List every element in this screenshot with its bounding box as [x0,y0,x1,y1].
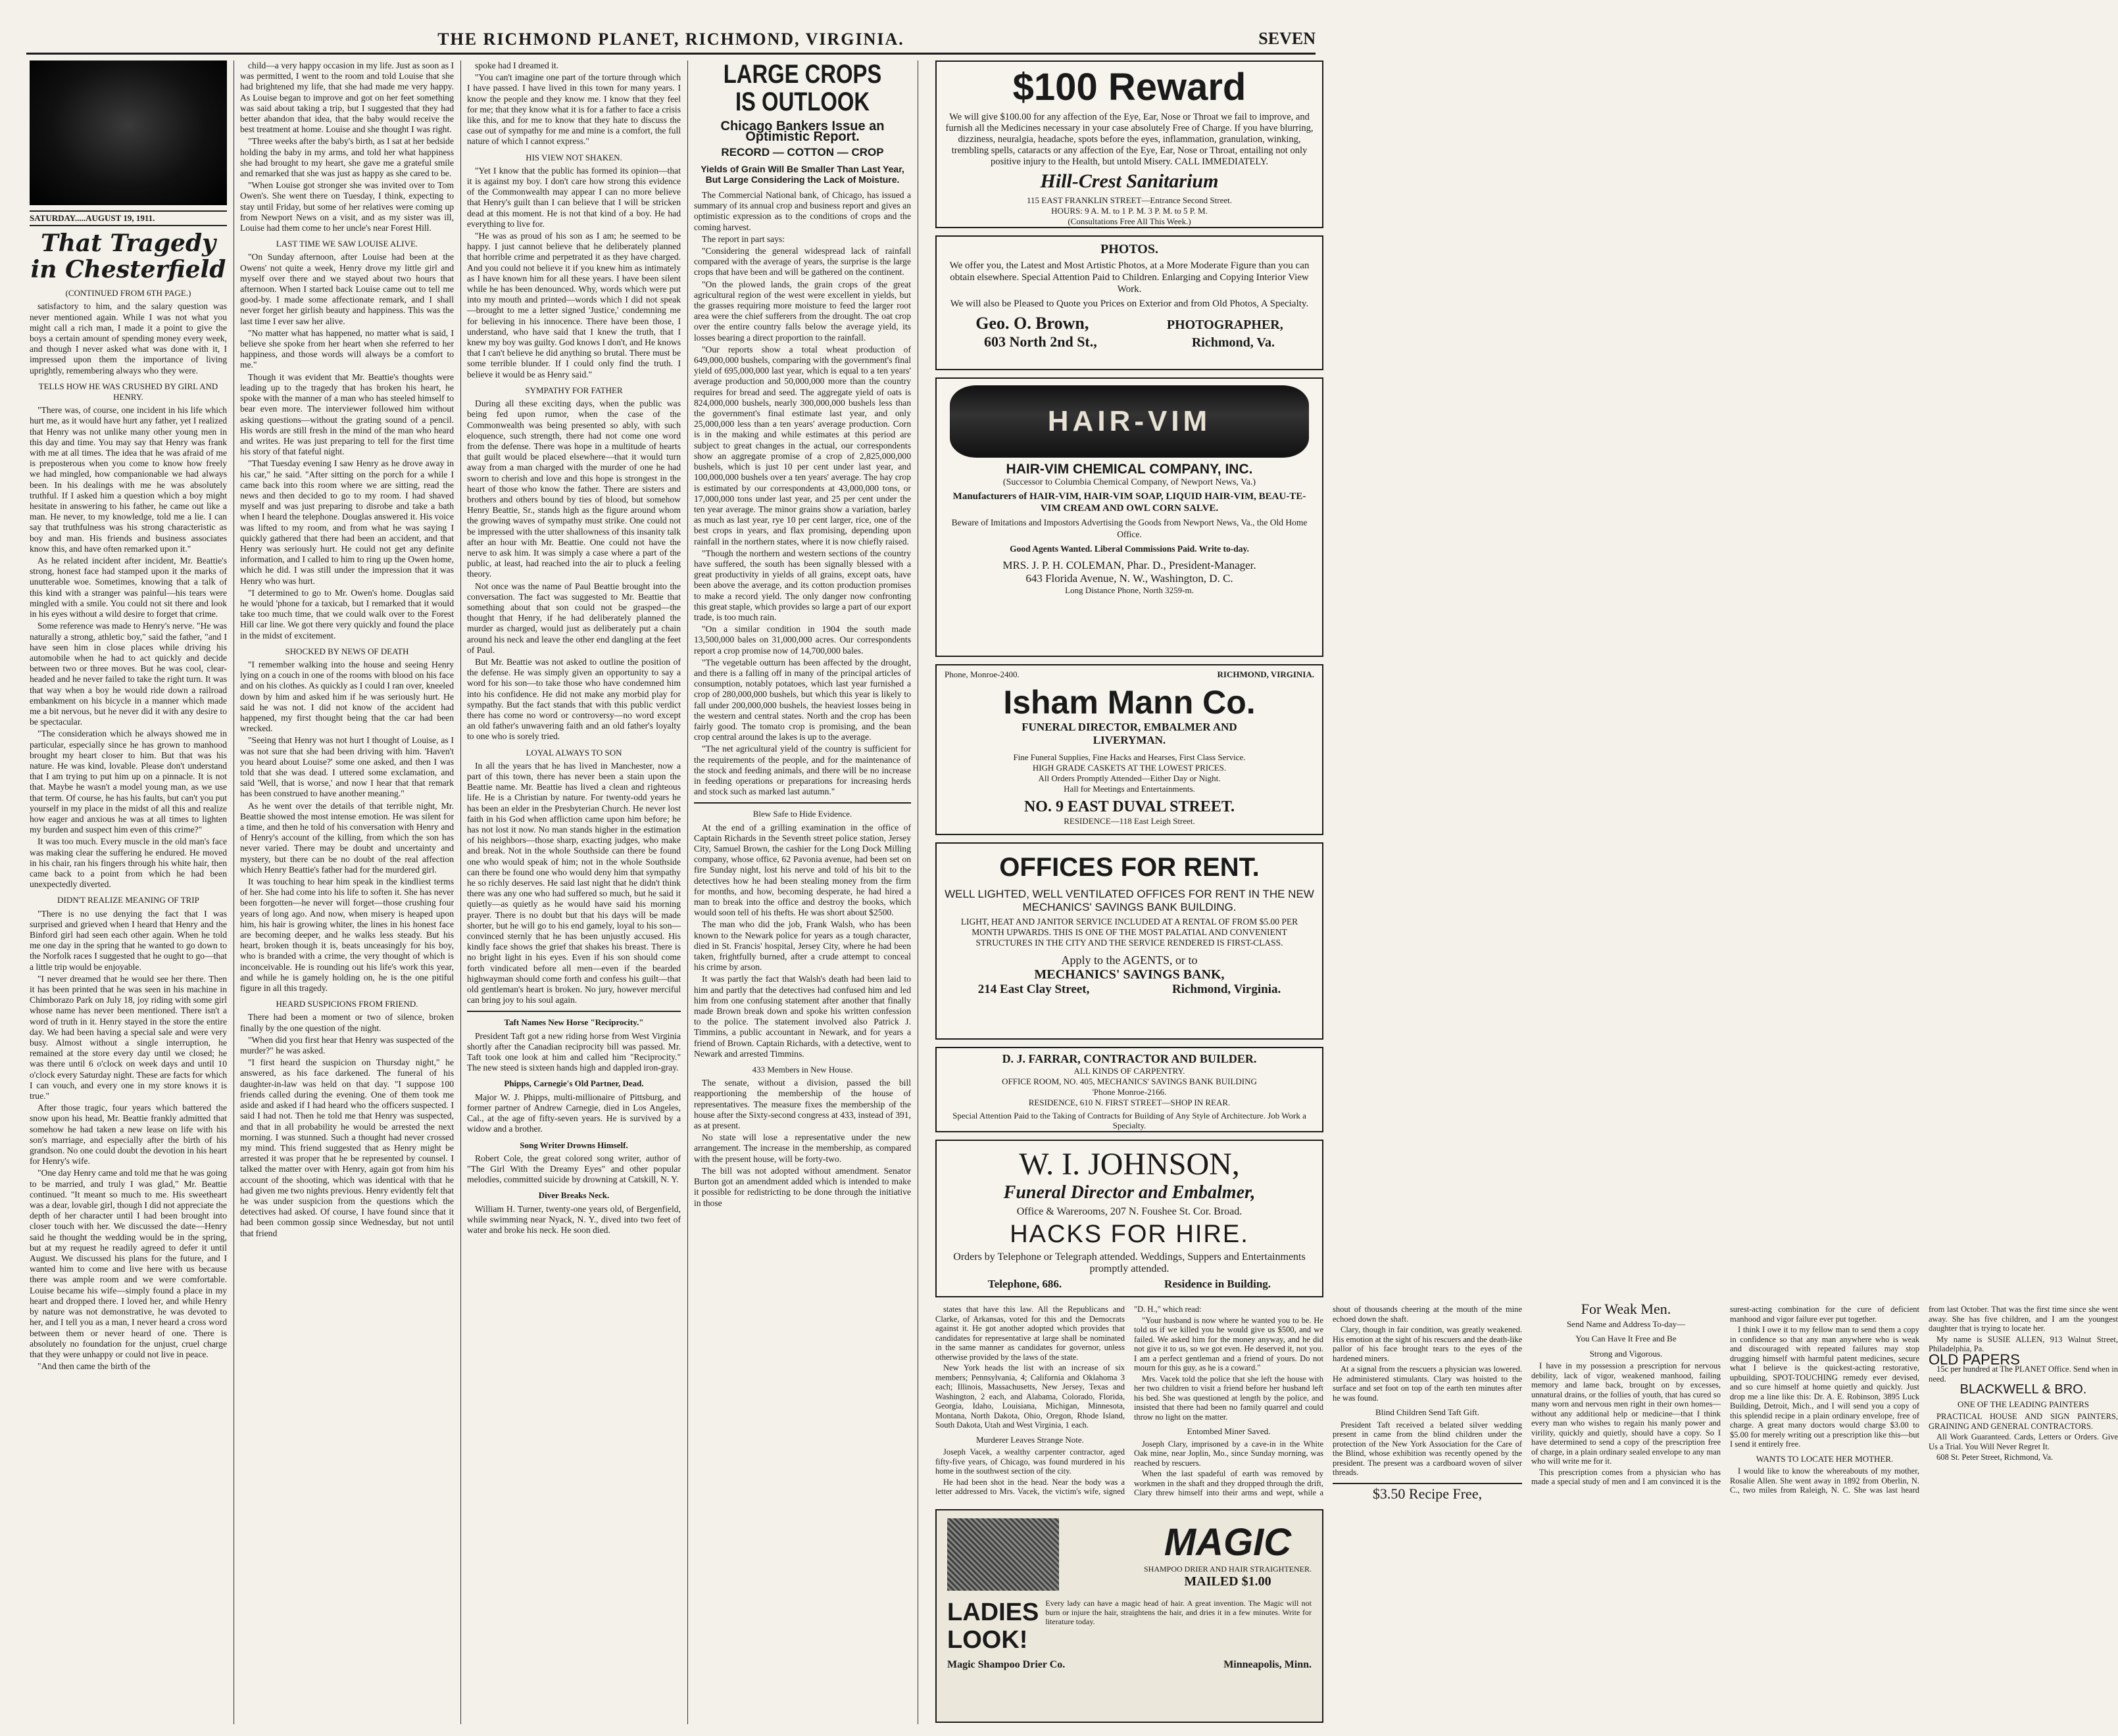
recipe-headline: $3.50 Recipe Free, [1372,1485,1483,1502]
paragraph: "Our reports show a total wheat production of 649,000,000 bushels, comparing with the government's final yield of 695,000,000 last year, which is equal to a ten years' average production and 50,000,000 more than the country requires for bread and seed. The aggregate yield of oats is 824,000,000 bushels, nearly 300,000,000 bushels less than the government's final estimate last year, and only 25,000,000 less than a ten years' average production. Corn is in the making and while estimates at this period are subject to great changes in the actual, our correspondents show an aggregate promise of a crop of 2,825,000,000 bushels, which is just 10 per cent under last year, and 100,000,000 bushels over a ten years' average. The hay crop is estimated by our correspondents at 43,000,000 tons, or 17,000,000 tons under last year, and 25 per cent under the ten year average. The minor grains show a variation, barley as much as last year, rye 10 per cent larger, rice, one of the best crops in years, and flax promising, depending upon rainfall in the northern states, where it is now chiefly raised. [694,344,911,546]
subhead: DIDN'T REALIZE MEANING OF TRIP [57,895,199,905]
isham-text: Fine Funeral Supplies, Fine Hacks and Hearses, First Class Service. [1013,752,1246,762]
paragraph: "I determined to go to Mr. Owen's home. Douglas said he would 'phone for a taxicab, but I remarked that it would take too much time, that we could walk over to the Forest Hill car line. We got there very quickly and found the place in the midst of excitement. [240,587,454,640]
portrait-photo [30,60,227,205]
brief-headline: Song Writer Drowns Himself. [520,1140,628,1150]
brief-headline: 433 Members in New House. [752,1065,853,1075]
farrar-sub: ALL KINDS OF CARPENTRY. [1073,1066,1185,1076]
ad-magic-shampoo [935,1509,1323,1723]
subhead: HEARD SUSPICIONS FROM FRIEND. [276,999,418,1009]
crops-deck: RECORD — COTTON — CROP [721,146,884,159]
paragraph: "On a similar condition in 1904 the south made 13,500,000 bales on 31,000,000 acres. Our correspondents report a crop promise now of 14,700,000 bales. [694,624,911,656]
paragraph: "That Tuesday evening I saw Henry as he drove away in his car," he said. "After sitting on the porch for a while I came back into this room where we are sitting, read the news and then decided to go to my room. I had shaved myself and was just preparing to disrobe and take a bath when I heard the telephone. Douglas answered it. His voice was lifted to my room, and from what he was saying I quickly gathered that there had been an accident, and that Henry was seriously hurt. He could not get any definite information, and I called to him to ring up the Owen home, which he did. I was still under the impression that it was Henry who was hurt. [240,458,454,586]
brief-headline: Entombed Miner Saved. [1187,1426,1271,1436]
crops-deck: Chicago Bankers Issue an Optimistic Report. [720,119,885,145]
hair-vim-warning: Beware of Imitations and Impostors Advertising the Goods from Newport News, Va., the Old Home Office. [951,518,1308,539]
offices-bank: MECHANICS' SAVINGS BANK, [1034,967,1225,982]
offices-sub: WELL LIGHTED, WELL VENTILATED OFFICES FOR RENT IN THE NEW MECHANICS' SAVINGS BANK BUILDING. [945,888,1314,913]
magic-price: $1.00 [1241,1574,1271,1589]
recipe-sub: You Can Have It Free and Be [1575,1334,1677,1343]
paragraph: Mrs. Vacek told the police that she left the house with her two children to visit a friend before her husband left his bed. She was questioned at length by the police, and insisted that there had been no family quarrel and could throw no light on the matter. [1134,1374,1323,1422]
ad-isham-mann [935,664,1323,835]
isham-residence: RESIDENCE—118 East Leigh Street. [1064,816,1195,826]
paragraph: "Yet I know that the public has formed its opinion—that it is against my boy. I don't care how strong this evidence of the Commonwealth may appear I can no more believe that Henry's guilt than I can believe that I will be stricken dead at this moment. He is not that kind of a boy. He had everything to live for. [467,165,681,229]
paragraph: "Three weeks after the baby's birth, as I sat at her bedside holding the baby in my arms, and told her what happiness she had brought to my heart, she gave me a grateful smile and remarked that she was just as happy as she cared to be. [240,136,454,179]
johnson-telephone: Telephone, 686. [987,1278,1062,1290]
photos-city: Richmond, Va. [1191,335,1275,350]
paragraph: During all these exciting days, when the public was being fed upon rumor, when the case of the Commonwealth was being presented so ably, with such eloquence, such strength, there had not come one word from the defense. There was hope in a multitude of hearts that guilt would be placed elsewhere—that it would turn away from a man charged with the murder of one he had sworn to cherish and love and this hope is strongest in the heart of those who know the father. There are sisters and brothers and others bound by ties of blood, but somehow Henry Beattie, Sr., stands high as the figure around whom the growing waves of sympathy must strike. One could not be impressed with the utter shallowness of this insanity talk after an hour with Mr. Beattie. One could not have the nerve to ask him. It was simply a case where a part of the public, at least, had reached into the air to pluck a feeling theory. [467,398,681,579]
paragraph: President Taft received a belated silver wedding present in came from the blind children under the protection of the New York Association for the Care of the Blind, whose exhibition was recently opened by the president. The present was a cardboard woven of silver threads. [1333,1420,1522,1477]
johnson-name: W. I. JOHNSON, [1019,1147,1240,1182]
isham-text: HIGH GRADE CASKETS AT THE LOWEST PRICES. [1032,763,1227,773]
paragraph: It was too much. Every muscle in the old man's face was making clear the suffering he endured. He moved in his chair, ran his fingers through his white hair, then came back to a point from which he had been unexpectedly diverted. [30,836,227,890]
blackwell-headline: BLACKWELL & BRO. [1959,1382,2087,1397]
reward-headline: $100 Reward [1012,66,1246,108]
ad-photos [935,235,1323,370]
farrar-phone: 'Phone Monroe-2166. [1092,1087,1167,1097]
photos-address: 603 North 2nd St., [984,333,1097,350]
paragraph: Though it was evident that Mr. Beattie's thoughts were leading up to the tragedy that has broken his heart, he spoke with the manner of a man who has steeled himself to bear even more. The interviewer followed him without asking questions—without the grating sound of a pencil. His words are still fresh in the mind of the man who heard and writes. He was just preparing to tell for the first time his story of that fateful night. [240,372,454,457]
johnson-text: Orders by Telephone or Telegraph attended. Weddings, Suppers and Entertainments promptly attended. [953,1251,1306,1274]
magic-brand: MAGIC [1164,1520,1292,1564]
isham-sub: FUNERAL DIRECTOR, EMBALMER AND [1022,721,1237,733]
column-4 [694,60,911,1724]
isham-sub: LIVERYMAN. [1093,734,1166,746]
isham-phone: Phone, Monroe-2400. [945,669,1020,679]
paragraph: The Commercial National bank, of Chicago, has issued a summary of its annual crop and business report and gives an optimistic expression as to the conditions of crops and the coming harvest. [694,190,911,232]
paragraph: "I remember walking into the house and seeing Henry lying on a couch in one of the rooms with blood on his face and on his clothes. As quickly as I could I ran over, kneeled down by him and asked him if he was seriously hurt. He said he was not. I did not know of the accident had happened, my first thought being that the car had been wrecked. [240,659,454,734]
reward-note: (Consultations Free All This Week.) [1068,216,1191,226]
paragraph: The bill was not adopted without amendment. Senator Burton got an amendment added which is intended to make it possible for redistricting to be done through the initiative in those [694,1165,911,1208]
photos-headline: PHOTOS. [1100,242,1158,256]
subhead: LOYAL ALWAYS TO SON [526,747,622,758]
paragraph: "I never dreamed that he would see her there. Then it has been printed that he was seen in his machine in Chimborazo Park on July 18, joy riding with some girl whose name has never been mentioned. There isn't a word of truth in it. Henry stayed in the store the entire day. We had been having a special sale and were very busy. Almost without a single interruption, he remained at the store every day until we closed; he was there until 6 o'clock on week days and until 10 o'clock every Saturday night. These are facts for which I can vouch, and every one in my store knows it is true." [30,973,227,1101]
offices-text: LIGHT, HEAT AND JANITOR SERVICE INCLUDED AT A RENTAL OF FROM $5.00 PER MONTH UPWARDS. THIS IS ONE OF THE MOST PALATIAL AND CONVENIENT STRUCTURES IN THE CITY AND THE SERVICE RENDERED IS FIRST-CLASS. [960,917,1298,948]
hair-vim-phone: Long Distance Phone, North 3259-m. [1065,585,1194,595]
recipe-sub: Strong and Vigorous. [1589,1348,1663,1359]
paragraph: Robert Cole, the great colored song writer, author of "The Girl With the Dreamy Eyes" and other popular melodies, committed suicide by drowning at Catskill, N. Y. [467,1153,681,1185]
paragraph: "On Sunday afternoon, after Louise had been at the Owens' not quite a week, Henry drove my little girl and myself over there and we stayed about two hours that afternoon. When I started back Louise came out to tell me good-by. I made some affectionate remark, and I shall never forget her girlish beauty and happiness. This was the last time I ever saw her alive. [240,252,454,326]
wanted-headline: WANTS TO LOCATE HER MOTHER. [1756,1453,1894,1464]
farrar-office: OFFICE ROOM, NO. 405, MECHANICS' SAVINGS BANK BUILDING [1002,1076,1257,1086]
photos-name: Geo. O. Brown, [975,314,1089,333]
subhead: SYMPATHY FOR FATHER [525,385,623,395]
brief-headline: Taft Names New Horse "Reciprocity." [504,1017,644,1028]
paragraph: "No matter what has happened, no matter what is said, I believe she spoke from her heart when she referred to her happiness, and those words will always be a comfort to me." [240,327,454,370]
subhead: HIS VIEW NOT SHAKEN. [526,152,622,162]
paragraph: As he went over the details of that terrible night, Mr. Beattie showed the most intense emotion. He was silent for a time, and then he told of his conversation with Henry and of Henry's account of the killing, from which the son has never varied. There may be doubt and uncertainty and mystery, but there can be no doubt of the real affection which Henry Beattie's father had for the murdered girl. [240,800,454,875]
divider [694,802,911,804]
blackwell-sub: ONE OF THE LEADING PAINTERS [1957,1399,2090,1409]
photos-text: We offer you, the Latest and Most Artistic Photos, at a More Moderate Figure than you can obtain elsewhere. Special Attention Paid to Children. Enlarging and Copying Interior View Work. [949,260,1310,295]
paragraph: At the end of a grilling examination in the office of Captain Richards in the Seventh street police station, Jersey City, Samuel Brown, the cashier for the Long Dock Milling company, whose office, 62 Pavonia avenue, had been set on fire Sunday night, lost his nerve and told of his bit to the detectives how he had been stealing money from the firm for months, and how, becoming desperate, he had hired a man to break into the office and destroy the books, which would soon tell of his thefts. He was short about $2500. [694,822,911,918]
paragraph: The senate, without a division, passed the bill reapportioning the membership of the house of representatives. The measure fixes the membership of the house after the Sixty-second congress at 433, instead of 391, as at present. [694,1078,911,1131]
hair-drier-illustration [947,1518,1059,1591]
story-headline: That Tragedy in Chesterfield [30,229,226,284]
paragraph: In all the years that he has lived in Manchester, now a part of this town, there has never been a stain upon the Beattie name. Mr. Beattie has lived a clean and righteous life. He is a Christian by nature. For twenty-odd years he has been an elder in the Presbyterian Church. He never lost faith in his God when affliction came upon him before; he has not lost it now. No man stands higher in the estimation of his neighbors—those sharp, exacting judges, who make and break. Not in the whole Southside can there be found one who would speak of him; not in the whole Southside can there be found one who would deny him that sympathy he so richly deserves. He said last night that he didn't think there was any one who had suffered so much, but he said it quietly—as quietly as he would have said his morning prayer. There is no doubt but that his days will be made shorter, but he will go to his end gamely, loyal to his son—convinced sternly that he has been unjustly accused. His kindly face shows the grief that shakes his breast. There is no bright light in his eyes. Even if his son should come forth vindicated before all men—even if the bearded highwayman should come forth and confess his guilt—that old gentleman's heart is broken. No jury, however merciful can bring joy to his soul again. [467,760,681,1005]
ad-hair-vim [935,377,1323,657]
paragraph: states that have this law. All the Republicans and Clarke, of Arkansas, voted for this and the Democrats against it. He got another adopted which provides that candidates for representative at large shall be nominated in the same manner as candidates for governor, unless otherwise provided by the laws of the state. [935,1305,1125,1362]
magic-mailed: MAILED [1184,1574,1239,1589]
hair-vim-address: 643 Florida Avenue, N. W., Washington, D. C. [1025,572,1233,585]
subhead: LAST TIME WE SAW LOUISE ALIVE. [276,239,418,249]
paragraph: There had been a moment or two of silence, broken finally by the one question of the night. [240,1012,454,1033]
paragraph: This prescription comes from a physician who has made a special study of men and I am convinced it is the surest-acting combination for the cure of deficient manhood and vigor failure ever put together. [1531,1305,1919,1486]
paragraph: Not once was the name of Paul Beattie brought into the conversation. The fact was suggested to Mr. Beattie that something about that son could not be grasped—the thought that Henry, if he had deliberately planned the murder as charged, would just as deliberately put a chain around his neck and leave the other end dangling at the feet of Paul. [467,581,681,655]
paragraph: I have in my possession a prescription for nervous debility, lack of vigor, weakened manhood, failing memory and lame back, brought on by excesses, unnatural drains, or the follies of youth, that has cured so many worn and nervous men right in their own homes—without any additional help or medicine—that I think every man who wishes to regain his manly power and virility, quickly and quietly, should have a copy. So I have determined to send a copy of the prescription free of charge, in a plain ordinary sealed envelope to any man who will write me for it. [1531,1361,1721,1466]
blackwell-address: 608 St. Peter Street, Richmond, Va. [1936,1453,2054,1462]
old-papers-headline: OLD PAPERS [1929,1351,2020,1368]
paragraph: "One day Henry came and told me that he was going to be married, and truly I was glad," Mr. Beattie continued. "It meant so much to me. His sweetheart was a dear, lovable girl, though I did not appreciate the depth of her character until I had been brought into closer touch with her. We discussed the date—Henry said he thought the wedding would be in the spring, but at my request he readily agreed to defer it until August. We discussed his plans for the future, and I wanted him to come and live here with us because there was ample room and we were comfortable. Louise became his wife—simply found a place in my heart and dropped there. I loved her, and while Henry by nature was not demonstrative, he was devoted to her, and I tell you as a man, I never heard a cross word between them or never heard of one. There is absolutely no foundation for the unjust, cruel charge that they were unhappy or could not live in peace. [30,1168,227,1359]
blackwell-text: All Work Guaranteed. Cards, Letters or Orders. Give Us a Trial. You Will Never Regret It. [1929,1432,2118,1451]
isham-address: NO. 9 EAST DUVAL STREET. [1023,798,1235,815]
divider [467,1011,681,1012]
reward-address: 115 EAST FRANKLIN STREET—Entrance Second Street. [1027,195,1232,205]
offices-apply: Apply to the AGENTS, or to [1061,953,1198,967]
paragraph: spoke had I dreamed it. [475,60,559,70]
recipe-headline: For Weak Men. [1581,1301,1671,1317]
paragraph: William H. Turner, twenty-one years old, of Bergenfield, while swimming near Nyack, N. Y., dived into two feet of water and broke his neck. He soon died. [467,1203,681,1235]
ad-offices-for-rent [935,842,1323,1040]
paragraph: It was touching to hear him speak in the kindliest terms of her. She had come into his life to soften it. She has never been forgotten—he never will forget—those crushing four years of long ago. And now, when misery is heaped upon him, his hair is growing whiter, the lines in his honest face are becoming deeper, and he walks less steady. But his heart, broken though it is, beats unceasingly for his boy, who is branded with a crime, the very thought of which is inconceivable. He is rounding out his life's work this year, and while he is gamely holding on, he is the one pitiful figure in all this tragedy. [240,877,454,994]
hair-vim-sub: (Successor to Columbia Chemical Company, of Newport News, Va.) [1002,477,1256,487]
paragraph: No state will lose a representative under the new arrangement. The increase in the membership, as compared with the present house, will be forty-two. [694,1132,911,1164]
farrar-headline: D. J. FARRAR, CONTRACTOR AND BUILDER. [1002,1052,1257,1065]
column-5 [935,1301,2118,1502]
column-3 [467,60,681,1724]
ad-johnson [935,1140,1323,1297]
subhead: SHOCKED BY NEWS OF DEATH [285,646,409,656]
magic-company: Magic Shampoo Drier Co. [947,1659,1066,1670]
paragraph: The report in part says: [702,233,785,244]
paragraph: After those tragic, four years which battered the snow upon his head, Mr. Beattie frankly admitted that somehow he had taken a new lease on life with his son's marriage, and especially after the birth of his grandson. No one could doubt the devotion in his heart for Henry's wife. [30,1103,227,1167]
column-1 [30,60,227,1724]
brief-headline: Diver Breaks Neck. [538,1190,610,1201]
paragraph: "And then came the birth of the [37,1361,151,1372]
continued-note: (CONTINUED FROM 6TH PAGE.) [65,288,191,299]
reward-name: Hill-Crest Sanitarium [1040,170,1219,192]
blackwell-text: PRACTICAL HOUSE AND SIGN PAINTERS, GRAINING AND GENERAL CONTRACTORS. [1929,1412,2118,1431]
reward-text: We will give $100.00 for any affection of the Eye, Ear, Nose or Throat we fail to improve, and furnish all the Medicines necessary in your case absolutely Free of Charge. If you have blurring, dizziness, neuralgia, headache, spots before the eyes, inflammation, granulation, winking, trembling spells, cataracts or any affection of the Eye, Ear, Nose or Throat, entailing not only positive injury to the Health, but untold Misery. CALL IMMEDIATELY. [945,112,1314,167]
magic-sub: SHAMPOO DRIER AND HAIR STRAIGHTENER. [1143,1564,1312,1574]
paragraph: Some reference was made to Henry's nerve. "He was naturally a strong, athletic boy," said the father, "and I have seen him in close places while driving his automobile when he had to act quickly and decide between two or three moves. But he was cool, clear-headed and he never failed to take the right turn. It was that way when a boy he would ride down a railroad embankment on his bicycle in a manner which made me a bit nervous, but he never did it with any desire to be spectacular. [30,621,227,727]
paragraph: "There is no use denying the fact that I was surprised and grieved when I heard that Henry and the Binford girl had seen each other again. When he told me one day in the spring that he wanted to go down to the Norfolk races I suggested that he ought to go—that a little trip would be enjoyable. [30,908,227,972]
hair-vim-company: HAIR-VIM CHEMICAL COMPANY, INC. [1006,462,1253,477]
johnson-title: Funeral Director and Embalmer, [1003,1182,1256,1203]
paragraph: I would like to know the whereabouts of my mother, Rosalie Allen. She went away in 1892 from Oberlin, N. C., two miles from Raleigh, N. C. She was last heard from last October. That was the first time since she went away. She has five children, and I am the youngest daughter that is trying to locate her. [1730,1305,2118,1495]
paragraph: Joseph Vacek, a wealthy carpenter contractor, aged fifty-five years, of Chicago, was found murdered in his home in the southwest section of the city. [935,1447,1125,1476]
subhead: TELLS HOW HE WAS CRUSHED BY GIRL AND HENRY. [38,381,218,402]
isham-text: Hall for Meetings and Entertainments. [1064,784,1195,794]
page-number: SEVEN [1258,29,1316,48]
paragraph: Clary, though in fair condition, was greatly weakened. His emotion at the sight of his rescuers and the death-like pallor of his face brought tears to the eyes of the hardened miners. [1333,1325,1522,1363]
paragraph: President Taft got a new riding horse from West Virginia shortly after the Canadian reciprocity bill was passed. Mr. Taft took one look at him and called him "Reciprocity." The new steed is sixteen hands high and dappled iron-gray. [467,1030,681,1073]
column-5-spacer [924,60,931,1724]
farrar-note: Special Attention Paid to the Taking of Contracts for Building of Any Style of Architecture. Job Work a Specialty. [952,1111,1306,1130]
isham-text: All Orders Promptly Attended—Either Day or Night. [1038,773,1221,783]
crops-headline: LARGE CROPS IS OUTLOOK [723,60,882,116]
paragraph: My name is SUSIE ALLEN, 913 Walnut Street, Philadelphia, Pa. [1929,1334,2118,1353]
brief-headline: Blew Safe to Hide Evidence. [752,809,852,819]
hair-vim-agents: Good Agents Wanted. Liberal Commissions Paid. Write to-day. [1010,544,1249,554]
paragraph: "Your husband is now where he wanted you to be. He told us if we killed you he would give us $500, and we failed. We asked him for the money anyway, and he did not give it to us, so we got even. He deserved it, not you. I am a perfect gentleman and a friend of yours. Do not mourn for this guy, as he is a coward." [1134,1315,1323,1372]
paragraph: child—a very happy occasion in my life. Just as soon as I was permitted, I went to the room and told Louise that she had brightened my life, that she had made me very happy. As Louise began to improve and got on her feet something was said about taking a trip, but I suggested that they had better abandon that idea, that the baby would receive the best treatment at home. Louise and she thought I was right. [240,60,454,135]
reward-hours: HOURS: 9 A. M. to 1 P. M. 3 P. M. to 5 P. M. [1051,206,1208,216]
offices-city: Richmond, Virginia. [1171,982,1281,996]
paragraph: But Mr. Beattie was not asked to outline the position of the defense. He was simply given an opportunity to say a word for his son—to take those who have condemned him into his confidence. He did not make any morbid play for sympathy. But the fact stands that with this public verdict there has come no word or controversy—no word except an old father's unwavering faith and an old father's loyalty to one who is sorely tried. [467,656,681,742]
paragraph: "He was as proud of his son as I am; he seemed to be happy. I just cannot believe that he deliberately planned that horrible crime and perpetrated it as they have charged. And you could not believe it if you knew him as intimately as I have known him for all these years. I have been silent while he has been denounced. Why, words which were put into my mouth and printed—words which I did not speak—brought to me a letter signed 'Justice,' condemning me for believing in his innocence. There have been those, I understand, who have said that I knew the truth, that I knew my boy was guilty. God knows I don't, and He knows that I can't believe he did anything so brutal. There must be some terrible blunder. If I could only find the truth. I believe it would be as Henry said." [467,231,681,379]
ad-reward [935,60,1323,228]
paragraph: It was partly the fact that Walsh's death had been laid to him and partly that the detectives had confused him and led him from one confusing statement after another that finally made Brown break down and spoke his written confession to the police. The statement involved also Patrick J. Timmins, a public accountant in Newark, and for years a friend of Brown. Captain Richards, with a detective, went to Newark and arrested Timmins. [694,974,911,1059]
newspaper-title: THE RICHMOND PLANET, RICHMOND, VIRGINIA. [437,30,904,49]
offices-headline: OFFICES FOR RENT. [999,853,1260,882]
paragraph: "When Louise got stronger she was invited over to Tom Owen's. She went there on Tuesday, I think, expecting to stay until Friday, but some of her relatives were coming up from Newport News on a visit, and as my sister was ill, Louise had them come to her uncle's near Forest Hill. [240,180,454,233]
magic-city: Minneapolis, Minn. [1223,1659,1312,1670]
paragraph: New York heads the list with an increase of six members; Pennsylvania, 4; California and Oklahoma 3 each; Illinois, Massachusetts, New Jersey, Texas and Washington, 2 each, and Alabama, Colorado, Florida, Georgia, Idaho, Louisiana, Michigan, Minnesota, Montana, North Dakota, Ohio, Oregon, Rhode Island, South Dakota, Utah and West Virginia, 1 each. [935,1363,1125,1430]
paragraph: "Seeing that Henry was not hurt I thought of Louise, as I was not sure that she had been driving with him. 'Haven't you heard about Louise?' some one asked, and then I was told that she was dead. I uttered some exclamation, and said 'Well, that is worse,' and now I hear that that remark has been construed to have another meaning." [240,735,454,799]
hair-vim-manager: MRS. J. P. H. COLEMAN, Phar. D., President-Manager. [1002,559,1256,571]
paragraph: "The consideration which he always showed me in particular, especially since he has grown to manhood brought my heart closer to him. But that was his nature. He was kind, lovable. Please don't understand that I am trying to put him up on a pinnacle. It is not that. Maybe he wasn't a model young man, as we use that term. Of course, he has his faults, but can't you put yourself in my place in the midst of all this and realize how eager and anxious he was at all times to lighten my burden and suspect him even of this crime?" [30,729,227,835]
paragraph: "The net agricultural yield of the country is sufficient for the requirements of the people, and for the maintenance of the stock and feeding animals, and there will be no increase in feeding operations or preparations for increasing herds and stock such as marked last autumn." [694,744,911,797]
crops-deck: Yields of Grain Will Be Smaller Than Last Year, But Large Considering the Lack of Moisture. [701,163,904,185]
johnson-residence: Residence in Building. [1164,1278,1271,1290]
masthead [26,26,1316,55]
paragraph: I think I owe it to my fellow man to send them a copy in confidence so that any man anywhere who is weak and discouraged with repeated failures may stop drugging himself with harmful patent medicines, secure what I believe is the quickest-acting restorative, upbuilding, SPOT-TOUCHING remedy ever devised, and so cure himself at home quietly and quickly. Just drop me a line like this: Dr. A. E. Robinson, 3895 Luck Building, Detroit, Mich., and I will send you a copy of this splendid recipe in a plain ordinary envelope, free of charge. A great many doctors would charge $3.00 to $5.00 for merely writing out a prescription like this—but I send it entirely free. [1730,1325,1919,1449]
johnson-hacks: HACKS FOR HIRE. [1010,1220,1249,1248]
paragraph: "The vegetable outturn has been affected by the drought, and there is a falling off in many of the principal articles of consumption, notably potatoes, which last year furnished a crop of 280,000,000 bushels, but which this year is likely to fall under 200,000,000 bushels, the heaviest losses being in the western and central states. North and the crop has been fairly good. The tomato crop is promising, and the bean crop central around the lakes is up to the average. [694,657,911,742]
column-rule [687,60,688,1724]
ad-farrar [935,1047,1323,1132]
brief-headline: Murderer Leaves Strange Note. [976,1434,1084,1445]
paragraph: Joseph Clary, imprisoned by a cave-in in the White Oak mine, near Joplin, Mo., since Sunday morning, was reached by rescuers. [1134,1439,1323,1468]
magic-text: Every lady can have a magic head of hair. A great invention. The Magic will not burn or injure the hair, straightens the hair, and dries it in a few minutes. Write for literature today. [1045,1599,1312,1626]
paragraph: "I first heard the suspicion on Thursday night," he answered, as his face darkened. The funeral of his daughter-in-law was held on that day. "I suppose 100 friends called during the evening. One of them took me aside and asked if I had heard who the officers suspected. I said I had not. Then he told me that Henry was suspected, and that in all probability he would be arrested the next morning. I was stunned. Such a thought had never crossed my mind. This friend suggested that as Henry might be arrested it was proper that he be represented by counsel. I talked the matter over with Henry, again got from him his account of the shooting, which was identical with that he had given me two nights previous. Henry evidently felt that he was under suspicion from the questions which the detectives had asked. Of course, I have found since that it had been common gossip since Wednesday, but not until that friend [240,1057,454,1238]
paragraph: "You can't imagine one part of the torture through which I have passed. I have lived in this town for many years. I know the people and they know me. I know that they feel for me; that they know what it is for a father to face a crisis like this, and for me to know that they hate to discuss the case out of sympathy for me and mine is a comfort, the full nature of which I cannot express." [467,72,681,147]
johnson-address: Office & Warerooms, 207 N. Foushee St. Cor. Broad. [1016,1206,1243,1217]
paragraph: At a signal from the rescuers a physician was lowered. He administered stimulants. Clary was hoisted to the surface and set foot on top of the earth ten minutes after he was found. [1333,1364,1522,1403]
old-papers-text: 15c per hundred at The PLANET Office. Send when in need. [1929,1364,2118,1384]
paragraph: As he related incident after incident, Mr. Beattie's strong, honest face had stamped upon it the marks of unutterable woe. Sometimes, knowing that a talk of this kind with a stranger was painful—his tears were mingled with a smile. You could not sit there and look in his eyes without a wild desire to forget that crime. [30,556,227,619]
paragraph: Major W. J. Phipps, multi-millionaire of Pittsburg, and former partner of Andrew Carnegie, died in Los Angeles, Cal., at the age of fifty-seven years. He is survived by a widow and a brother. [467,1092,681,1134]
column-2 [240,60,454,1724]
hair-vim-banner: HAIR-VIM [950,385,1309,458]
paragraph: When the last spadeful of earth was removed by workmen in the shaft and they dropped through the drift, Clary threw himself into their arms and wept, while a shout of thousands cheering at the mouth of the mine echoed down the shaft. [1134,1305,1522,1497]
paragraph: "When did you first hear that Henry was suspected of the murder?" he was asked. [240,1034,454,1056]
column-rule [460,60,461,1724]
recipe-sub: Send Name and Address To-day— [1566,1318,1686,1329]
photos-text: We will also be Pleased to Quote you Prices on Exterior and from Old Photos, A Specialty. [950,299,1309,309]
brief-headline: Phipps, Carnegie's Old Partner, Dead. [504,1078,644,1089]
paragraph: "Though the northern and western sections of the country have suffered, the south has been signally blessed with a great productivity in yields of all grains, except oats, have been above the average, and its cotton production promises to make a record yield. The only danger now confronting this great staple, which provides so large a part of our export trade, is too much rain. [694,548,911,622]
paragraph: "Considering the general widespread lack of rainfall compared with the average of years, the surprise is the large crops that have been and will be gathered on the continent. [694,246,911,277]
dateline: SATURDAY.....AUGUST 19, 1911. [30,210,227,226]
offices-address: 214 East Clay Street, [977,982,1090,996]
paragraph: "On the plowed lands, the grain crops of the great agricultural region of the west were excellent in yields, but the grasses requiring more moisture to feed the larger root area were the chief sufferers from the drought. The oat crop over the entire country falls below the average yield, its losses bearing a direct proportion to the rainfall. [694,279,911,343]
brief-headline: Blind Children Send Taft Gift. [1375,1407,1480,1417]
isham-name: Isham Mann Co. [1003,684,1256,721]
farrar-residence: RESIDENCE, 610 N. FIRST STREET—SHOP IN REAR. [1028,1097,1231,1107]
hair-vim-products: Manufacturers of HAIR-VIM, HAIR-VIM SOAP, LIQUID HAIR-VIM, BEAU-TE-VIM CREAM AND OWL CORN SALVE. [952,491,1306,514]
paragraph: He had been shot in the head. Near the body was a letter addressed to Mrs. Vacek, the victim's wife, signed "D. H.," which read: [935,1305,1202,1496]
magic-ladies: LADIES LOOK! [947,1599,1039,1654]
isham-city: RICHMOND, VIRGINIA. [1217,669,1314,679]
paragraph: satisfactory to him, and the salary question was never mentioned again. While I was not what you might call a rich man, I made it a point to give the boys a certain amount of spending money every week, and though I never asked what was done with it, I impressed upon them the importance of living uprightly, remembering always who they were. [30,301,227,375]
paragraph: "There was, of course, one incident in his life which hurt me, as it would have hurt any father, yet I realized that Henry was not unlike many other young men in this day and time. You may say that Henry was frank with me at all times. The idea that he was afraid of me is preposterous when you come to know how freely we had mingled, how companionable we had always been. In his dealings with me he was absolutely truthful. If I asked him a question which a boy might hesitate in answering to his father, he came out like a man. He never, to my knowledge, told me a lie. I can say that truthfulness was his strong characteristic as boy and man. His friends and business associates know this, and have often remarked upon it." [30,405,227,554]
photos-title: PHOTOGRAPHER, [1166,318,1283,332]
paragraph: The man who did the job, Frank Walsh, who has been known to the Newark police for years as a tough character, died in St. Francis' hospital, Jersey City, where he had been taken, frightfully burned, after a crude attempt to conceal his crime by arson. [694,919,911,973]
